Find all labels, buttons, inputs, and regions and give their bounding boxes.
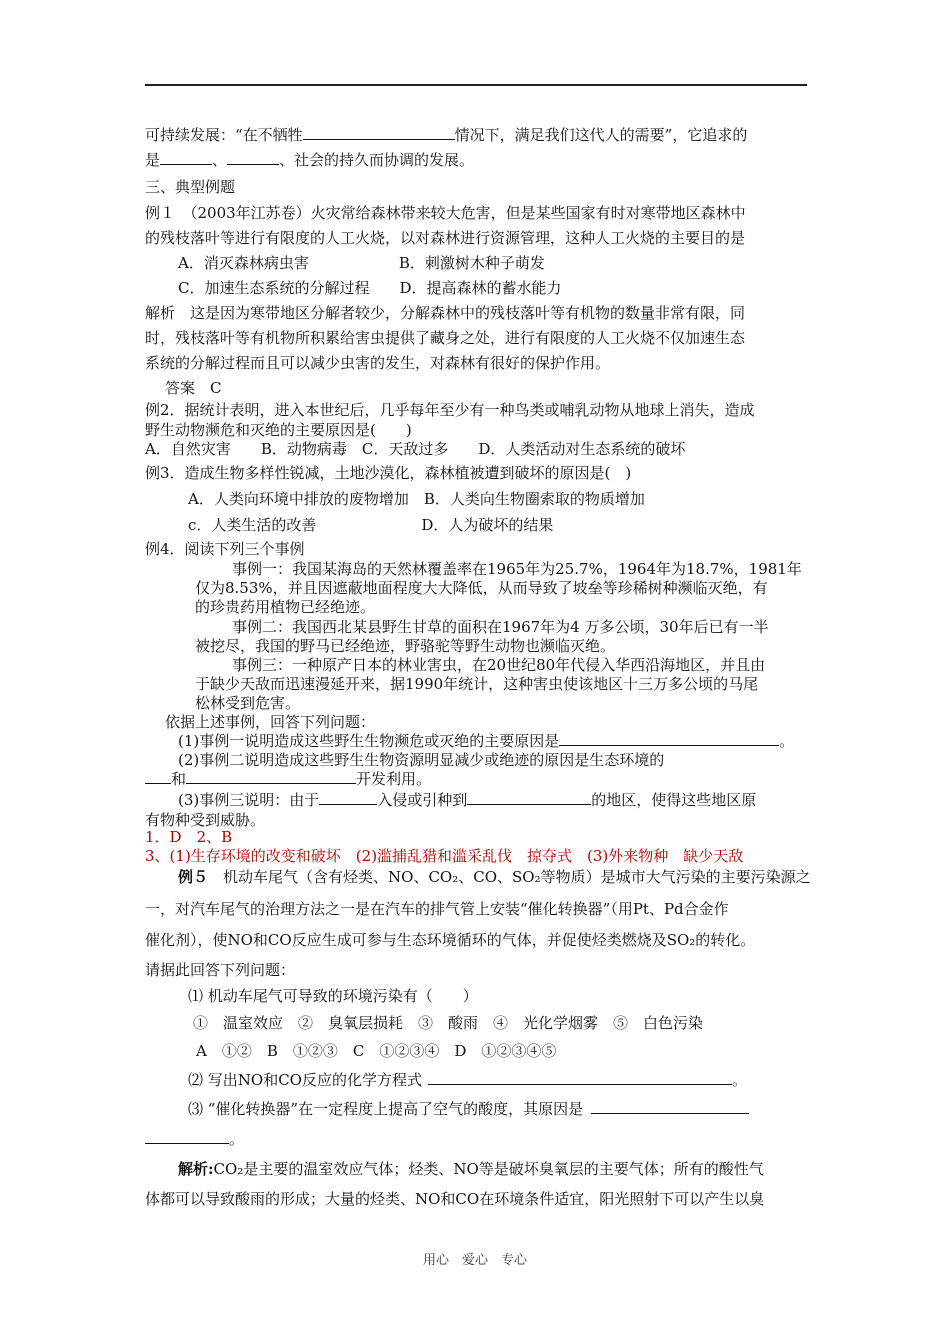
text-line: 事例一：我国某海岛的天然林覆盖率在1965年为25.7%，1964年为18.7%，1981年: [232, 560, 802, 578]
header-rule: [145, 84, 807, 86]
text-line: (3)事例三说明：由于 入侵或引种到 的地区，使得这些地区原: [178, 791, 757, 809]
text-line: 例3．造成生物多样性锐减，土地沙漠化，森林植被遭到破坏的原因是( ): [145, 464, 632, 482]
text-line: 有物种受到威胁。: [145, 811, 266, 829]
text-line: 和 开发利用。: [145, 769, 431, 789]
fill-blank: [186, 769, 356, 784]
text-line: 的残枝落叶等进行有限度的人工火烧，以对森林进行资源管理，这种人工火烧的主要目的是: [145, 229, 746, 247]
text-line: 野生动物濒危和灭绝的主要原因是( ): [145, 421, 412, 439]
text-line: (2)事例二说明造成这些野生生物资源明显减少或绝迹的原因是生态环境的: [178, 751, 665, 769]
text-line: 被挖尽，我国的野马已经绝迹，野骆驼等野生动物也濒临灭绝。: [195, 637, 616, 655]
text-line: 时，残枝落叶等有机物所积累给害虫提供了藏身之处，进行有限度的人工火烧不仅加速生态: [145, 329, 746, 347]
fill-blank: [467, 790, 591, 805]
fill-blank: [145, 769, 171, 784]
fill-blank: [160, 150, 212, 165]
option-line: A ①② B ①②③ C ①②③④ D ①②③④⑤: [196, 1042, 557, 1060]
text-line: 催化剂），使NO和CO反应生成可参与生态环境循环的气体，并促使烃类燃烧及SO₂的转化。: [145, 931, 756, 949]
answer-line: 答案 C: [165, 379, 222, 397]
text-line: 仅为8.53%，并且因遮蔽地面程度大大降低，从而导致了坡垒等珍稀树种濒临灭绝，有: [195, 579, 768, 597]
question-line: ⑴ 机动车尾气可导致的环境污染有（ ）: [188, 987, 478, 1005]
section-heading: 三、典型例题: [145, 178, 236, 196]
option-line: A．自然灾害 B．动物病毒 C．天敌过多 D．人类活动对生态系统的破坏: [145, 440, 686, 458]
option-line: c．人类生活的改善 D．人为破坏的结果: [188, 516, 554, 534]
answer-line: 3、(1)生存环境的改变和破坏 (2)滥捕乱猎和滥采乱伐 掠夺式 (3)外来物种 缺少天敌: [145, 847, 744, 865]
text-line: 一，对汽车尾气的治理方法之一是在汽车的排气管上安装“催化转换器”（用Pt、Pd合金作: [145, 900, 729, 918]
fill-blank: [559, 731, 779, 746]
fill-blank: [428, 1070, 732, 1085]
text-line: 的珍贵药用植物已经绝迹。: [195, 598, 376, 616]
fill-blank: [591, 1099, 749, 1114]
fill-blank: [227, 150, 279, 165]
page-footer: 用心 爱心 专心: [422, 1253, 527, 1268]
text-line: 事例三：一种原产日本的林业害虫，在20世纪80年代侵入华西沿海地区，并且由: [232, 656, 766, 674]
option-line: C．加速生态系统的分解过程 D．提高森林的蓄水能力: [178, 279, 562, 297]
answer-line: 1．D 2、B: [145, 828, 233, 846]
text-line: 事例二：我国西北某县野生甘草的面积在1967年为4 万多公顷，30年后已有一半: [232, 618, 769, 636]
question-line: ⑵ 写出NO和CO反应的化学方程式 。: [188, 1071, 747, 1089]
text-line: 例１ （2003年江苏卷）火灾常给森林带来较大危害，但是某些国家有时对寒带地区森林中: [145, 204, 746, 222]
text-line: 例５ 机动车尾气（含有烃类、NO、CO₂、CO、SO₂等物质）是城市大气污染的主要污染源之: [178, 868, 811, 886]
fill-blank: [319, 790, 377, 805]
text-line: 例4．阅读下列三个事例: [145, 540, 305, 558]
text-line: 请据此回答下列问题：: [145, 961, 296, 979]
text-line: 依据上述事例，回答下列问题：: [165, 713, 376, 731]
option-line: A．人类向环境中排放的废物增加 B．人类向生物圈索取的物质增加: [188, 490, 645, 508]
text-line: 系统的分解过程而且可以减少虫害的发生，对森林有很好的保护作用。: [145, 354, 611, 372]
text-line: 是 、 、社会的持久而协调的发展。: [145, 151, 475, 169]
text-line: 解析:CO₂是主要的温室效应气体；烃类、NO等是破坏臭氧层的主要气体；所有的酸性气: [178, 1160, 764, 1178]
text-line: 于缺少天敌而迅速漫延开来，据1990年统计，这种害虫使该地区十三万多公顷的马尾: [195, 675, 759, 693]
text-line: 松林受到危害。: [195, 694, 301, 712]
text-line: 体都可以导致酸雨的形成；大量的烃类、NO和CO在环境条件适宜，阳光照射下可以产生以臭: [145, 1190, 765, 1208]
text-line: 可持续发展：“在不牺牲 情况下，满足我们这代人的需要”，它追求的: [145, 126, 748, 144]
fill-blank: [145, 1129, 229, 1144]
text-line: 。: [145, 1129, 244, 1149]
option-line: A．消灭森林病虫害 B．刺激树木种子萌发: [178, 254, 545, 272]
text-line: (1)事例一说明造成这些野生生物濒危或灭绝的主要原因是 。: [178, 732, 795, 750]
text-line: 解析 这是因为寒带地区分解者较少，分解森林中的残枝落叶等有机物的数量非常有限，同: [145, 304, 746, 322]
text-line: 例2．据统计表明，进入本世纪后，几乎每年至少有一种鸟类或哺乳动物从地球上消失，造成: [145, 401, 755, 419]
fill-blank: [303, 125, 455, 140]
option-line: ① 温室效应 ② 臭氧层损耗 ③ 酸雨 ④ 光化学烟雾 ⑤ 白色污染: [193, 1014, 704, 1032]
question-line: ⑶ “催化转换器”在一定程度上提高了空气的酸度，其原因是: [188, 1099, 749, 1119]
